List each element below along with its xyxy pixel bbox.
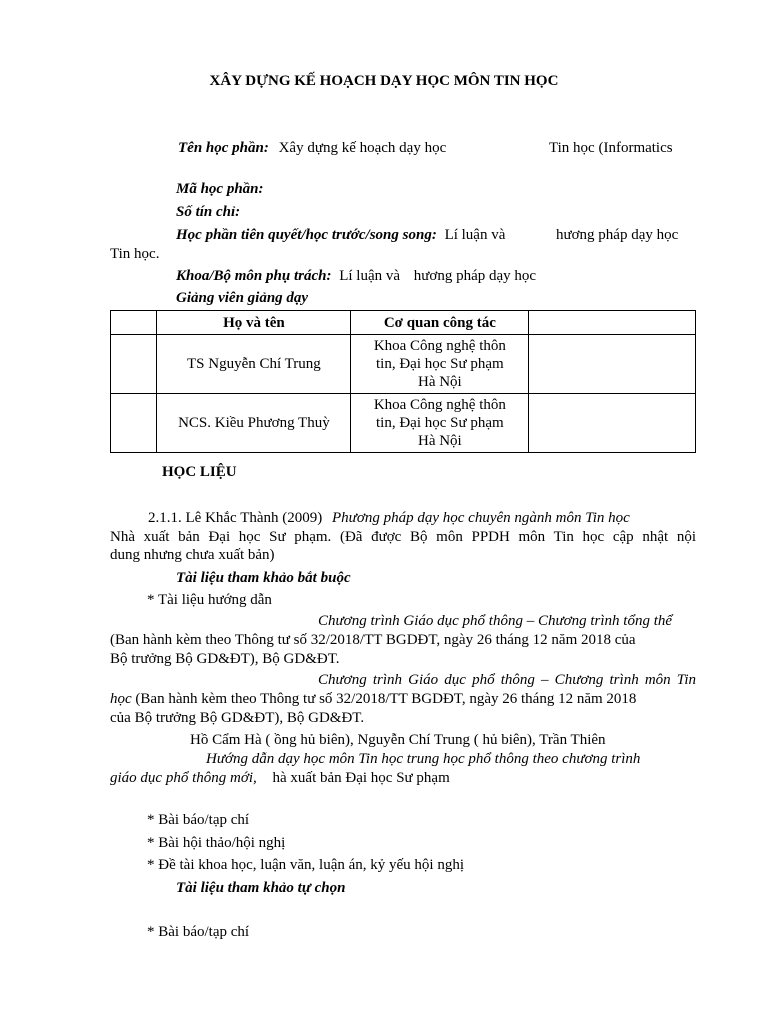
ref1-num: 2.1.1. Lê Khắc Thành (2009) [148,510,323,526]
ref2-title: Chương trình Giáo dục phổ thông – Chương trình tổng thể [318,613,673,629]
org-line: tin, Đại học Sư phạm [376,356,504,372]
dept-value-2: hương pháp dạy học [413,268,537,284]
prereq-value: Lí luận và [444,227,506,243]
lecturers-table [110,310,696,453]
ref3-line3: của Bộ trưởng Bộ GD&ĐT), Bộ GD&ĐT. [110,710,365,726]
lecturers-label: Giảng viên giảng dạy [176,290,309,306]
ref4-authors: Hồ Cẩm Hà ( ồng hủ biên), Nguyễn Chí Trung ( hủ biên), Trần Thiên [190,732,606,748]
dept-row [176,267,536,285]
dept-value: Lí luận và [339,268,401,284]
required-heading: Tài liệu tham khảo bắt buộc [176,570,351,586]
ref3-line2-rest: (Ban hành kèm theo Thông tư số 32/2018/TT BGDĐT, ngày 26 tháng 12 năm 2018 [135,691,637,707]
ref4-publisher: hà xuất bản Đại học Sư phạm [272,770,450,786]
table-row [111,335,696,394]
org-line: Hà Nội [417,433,462,449]
table-header-org: Cơ quan công tác [351,311,529,335]
table-cell [111,394,157,453]
ref4-line3 [110,769,450,787]
ref3-title-cont: học [110,691,132,707]
prereq-label: Học phần tiên quyết/học trước/song song: [176,227,437,243]
lecturer-name: TS Nguyễn Chí Trung [157,335,351,394]
list-item: * Bài báo/tạp chí [147,812,250,828]
ref1-line2: Nhà xuất bản Đại học Sư phạm. (Đã được Bộ môn PPDH môn Tin học cập nhật nội [110,529,696,545]
course-code-label: Mã học phần: [176,181,264,197]
course-name-row [178,139,446,157]
credits-label: Số tín chỉ: [176,204,241,220]
ref1-line1 [148,509,630,527]
ref4-title: Hướng dẫn dạy học môn Tin học trung học phổ thông theo chương trình [206,751,641,767]
table-header-row [111,311,696,335]
ref4-title-2: giáo dục phổ thông mới, [110,770,257,786]
table-header-cell [111,311,157,335]
table-cell [111,335,157,394]
table-cell [529,335,696,394]
org-line: Hà Nội [417,374,462,390]
dept-label: Khoa/Bộ môn phụ trách: [176,268,332,284]
prereq-row [176,226,505,244]
ref3-title: Chương trình Giáo dục phổ thông – Chương trình môn Tin [318,672,696,688]
ref2-line2: (Ban hành kèm theo Thông tư số 32/2018/TT BGDĐT, ngày 26 tháng 12 năm 2018 của [110,632,636,648]
lecturer-org [351,394,529,453]
org-line: Khoa Công nghệ thôn [373,338,506,354]
prereq-value-2: hương pháp dạy học [556,227,679,243]
list-item: * Đề tài khoa học, luận văn, luận án, kỷ yếu hội nghị [147,857,465,873]
document-title: XÂY DỰNG KẾ HOẠCH DẠY HỌC MÔN TIN HỌC [209,73,559,89]
lecturer-org [351,335,529,394]
table-header-cell [529,311,696,335]
table-header-name: Họ và tên [157,311,351,335]
course-name-value-2: Tin học (Informatics [549,140,673,156]
table-row [111,394,696,453]
table-cell [529,394,696,453]
org-line: Khoa Công nghệ thôn [373,397,506,413]
optional-heading: Tài liệu tham khảo tự chọn [176,880,346,896]
course-name-label: Tên học phần: [178,140,269,156]
ref2-line3: Bộ trưởng Bộ GD&ĐT), Bộ GD&ĐT. [110,651,340,667]
guides-label: * Tài liệu hướng dẫn [147,592,272,608]
materials-heading: HỌC LIỆU [162,464,237,480]
ref1-title: Phương pháp dạy học chuyên ngành môn Tin học [332,510,630,526]
lecturer-name: NCS. Kiều Phương Thuỳ [157,394,351,453]
org-line: tin, Đại học Sư phạm [376,415,504,431]
ref1-line3: dung nhưng chưa xuất bản) [110,547,275,563]
ref3-line2 [110,690,636,708]
list-item: * Bài hội thảo/hội nghị [147,835,286,851]
prereq-cont: Tin học. [110,246,160,262]
course-name-value: Xây dựng kế hoạch dạy học [278,140,447,156]
list-item: * Bài báo/tạp chí [147,924,250,940]
